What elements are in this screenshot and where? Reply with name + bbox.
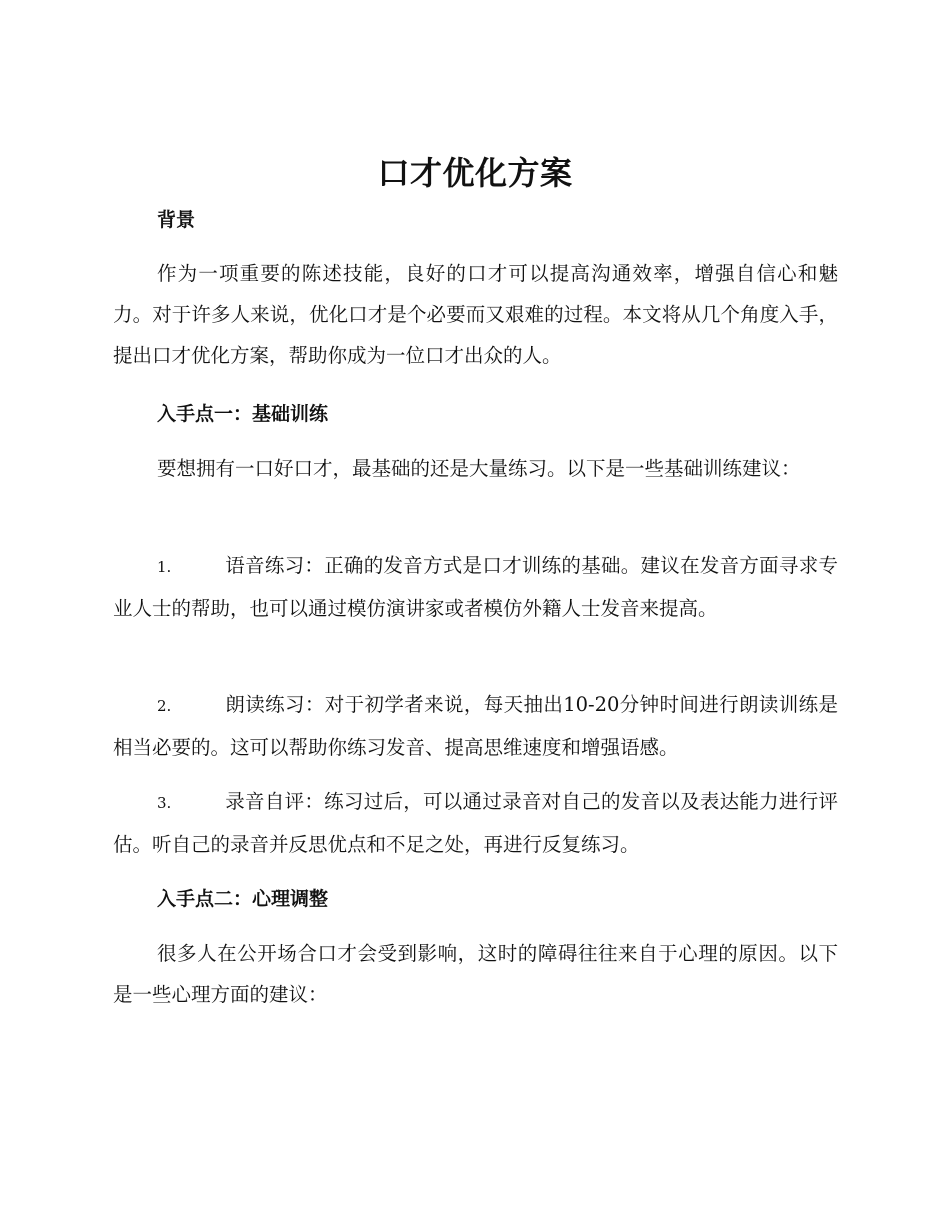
page-title: 口才优化方案	[377, 154, 573, 192]
list-item-text: 录音自评：练习过后，可以通过录音对自己的发音以及表达能力进行评估。听自己的录音并反思优点和不足之处，再进行反复练习。	[113, 790, 838, 856]
point2-intro-paragraph: 很多人在公开场合口才会受到影响，这时的障碍往往来自于心理的原因。以下是一些心理方面的建议：	[113, 942, 838, 1006]
list-item-1	[113, 545, 838, 629]
background-paragraph: 作为一项重要的陈述技能，良好的口才可以提高沟通效率，增强自信心和魅力。对于许多人来说，优化口才是个必要而又艰难的过程。本文将从几个角度入手，提出口才优化方案，帮助你成为一位口才出众的人。	[113, 262, 838, 367]
list-number: 1.	[157, 558, 172, 576]
list-item-3	[113, 781, 838, 865]
list-number: 2.	[157, 697, 172, 715]
point1-intro-paragraph: 要想拥有一口好口才，最基础的还是大量练习。以下是一些基础训练建议：	[157, 457, 801, 480]
section-heading-point1: 入手点一：基础训练	[157, 403, 329, 425]
list-number: 3.	[157, 794, 172, 812]
section-heading-point2: 入手点二：心理调整	[157, 888, 329, 910]
section-heading-background: 背景	[157, 209, 196, 231]
list-item-text: 朗读练习：对于初学者来说，每天抽出10-20分钟时间进行朗读训练是相当必要的。这可以帮助你练习发音、提高思维速度和增强语感。	[113, 693, 838, 759]
list-item-2	[113, 684, 838, 768]
list-item-text: 语音练习：正确的发音方式是口才训练的基础。建议在发音方面寻求专业人士的帮助，也可以通过模仿演讲家或者模仿外籍人士发音来提高。	[113, 554, 838, 620]
